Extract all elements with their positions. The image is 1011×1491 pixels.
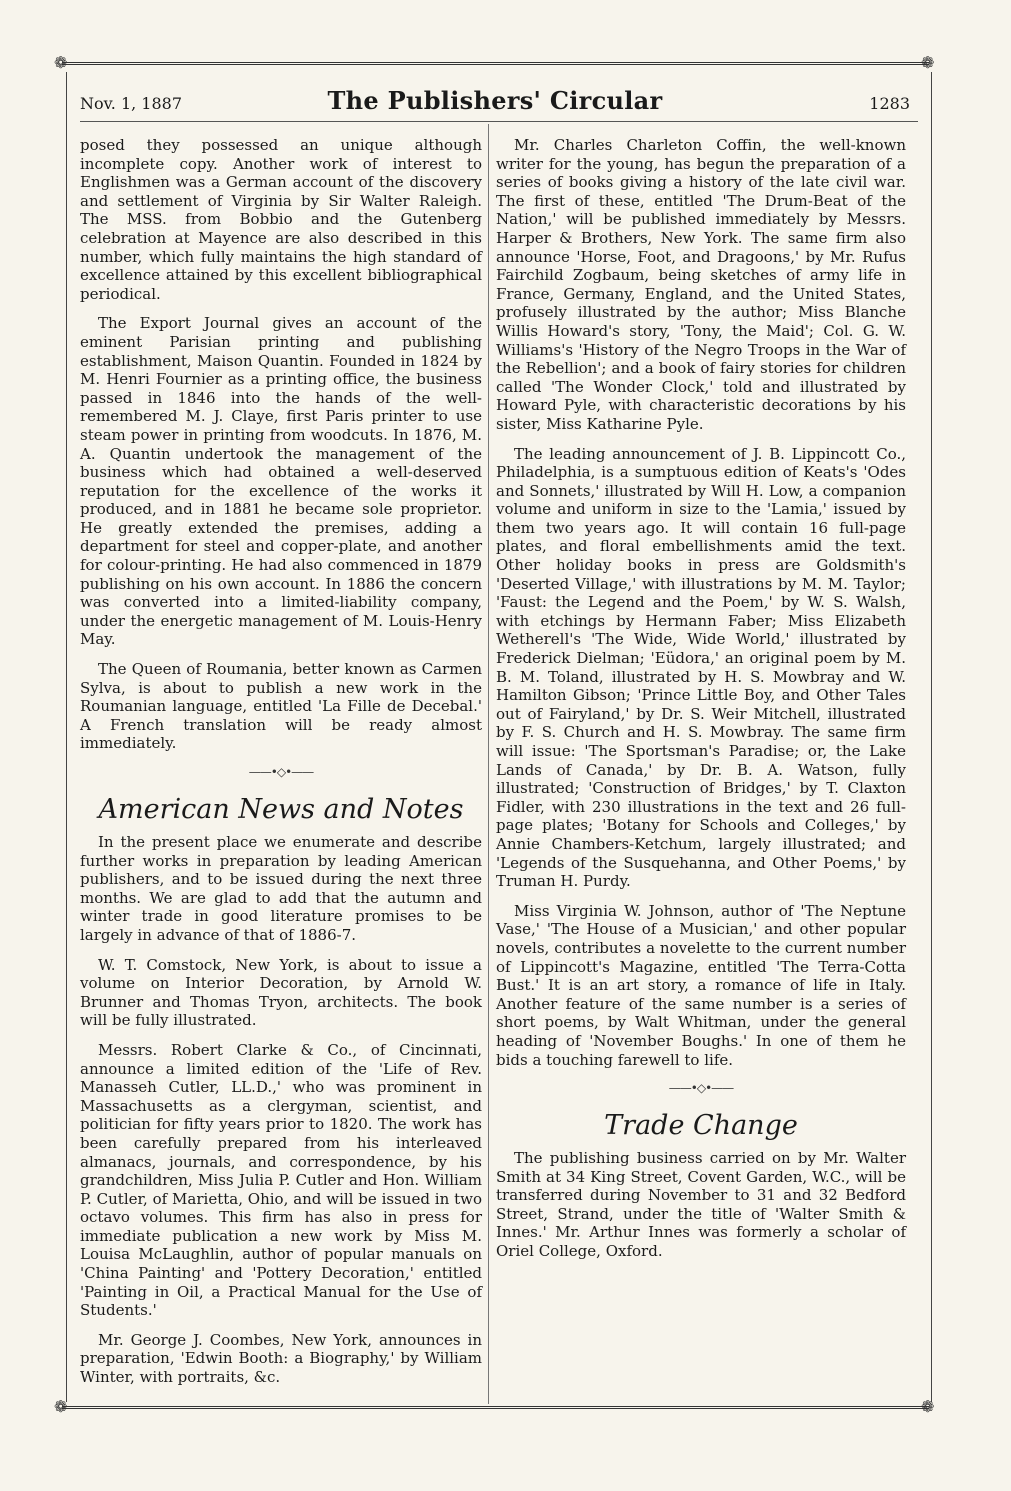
right-border-line	[931, 72, 932, 1402]
top-double-rule	[62, 62, 929, 65]
section-heading-american-news: American News and Notes	[98, 794, 464, 825]
paragraph: The Export Journal gives an account of the eminent Parisian printing and publishing establishment, Maison Quantin. Founded in 1824 by M. Henri Fournier as a printing office, the business passed in 1846 into the hands of the well-remembered M. J. Claye, first Paris printer to use steam power in printing from woodcuts. In 1876, M. A. Quantin undertook the management of the business which had obtained a well-deserved reputation for the excellence of the works it produced, and in 1881 he became sole proprietor. He greatly extended the premises, adding a department for steel and copper-plate, and another for colour-printing. He had also commenced in 1879 publishing on his own account. In 1886 the concern was converted into a limited-liability company, under the energetic management of M. Louis-Henry May.	[80, 314, 482, 649]
publication-title: The Publishers' Circular	[327, 86, 663, 115]
paragraph: Miss Virginia W. Johnson, author of 'The Neptune Vase,' 'The House of a Musician,' and other popular novels, contributes a novelette to the current number of Lippincott's Magazine, entitled 'The Terra-Cotta Bust.' It is an art story, a romance of life in Italy. Another feature of the same number is a series of short poems, by Walt Whitman, under the general heading of 'November Boughs.' In one of them he bids a touching farewell to life.	[496, 901, 906, 1069]
section-heading-trade-change: Trade Change	[604, 1110, 798, 1142]
corner-ornament-icon: ❁	[921, 1397, 935, 1416]
header-rule	[80, 121, 918, 122]
paragraph: Mr. Charles Charleton Coffin, the well-known writer for the young, has begun the preparation of a series of books giving a history of the late civil war. The first of these, entitled 'The Drum-Beat of the Nation,' will be published immediately by Messrs. Harper & Brothers, New York. The same firm also announce 'Horse, Foot, and Dragoons,' by Mr. Rufus Fairchild Zogbaum, being sketches of army life in France, Germany, England, and the United States, profusely illustrated by the author; Miss Blanche Willis Howard's story, 'Tony, the Maid'; Col. G. W. Williams's 'History of the Negro Troops in the War of the Rebellion'; and a book of fairy stories for children called 'The Wonder Clock,' told and illustrated by Howard Pyle, with characteristic decorations by his sister, Miss Katharine Pyle.	[496, 136, 906, 433]
section-separator: ——•◇•——	[248, 765, 314, 779]
paragraph: Mr. George J. Coombes, New York, announces in preparation, 'Edwin Booth: a Biography,' by William Winter, with portraits, &c.	[80, 1330, 482, 1387]
issue-date: Nov. 1, 1887	[80, 94, 183, 113]
page-header	[80, 86, 910, 116]
paragraph: The publishing business carried on by Mr. Walter Smith at 34 King Street, Covent Garden, W.C., will be transferred during November to 31 and 32 Bedford Street, Strand, under the title of 'Walter Smith & Innes.' Mr. Arthur Innes was formerly a scholar of Oriel College, Oxford.	[496, 1149, 906, 1261]
column-divider	[488, 124, 489, 1404]
corner-ornament-icon: ❁	[921, 53, 935, 72]
paragraph: The Queen of Roumania, better known as Carmen Sylva, is about to publish a new work in the Roumanian language, entitled 'La Fille de Decebal.' A French translation will be ready almost immediately.	[80, 660, 482, 753]
paragraph: In the present place we enumerate and describe further works in preparation by leading American publishers, and to be issued during the next three months. We are glad to add that the autumn and winter trade in good literature promises to be largely in advance of that of 1886-7.	[80, 833, 482, 944]
paragraph: Messrs. Robert Clarke & Co., of Cincinnati, announce a limited edition of the 'Life of Rev. Manasseh Cutler, LL.D.,' who was prominent in Massachusetts as a clergyman, scientist, and politician for fifty years prior to 1820. The work has been carefully prepared from his interleaved almanacs, journals, and correspondence, by his grandchildren, Miss Julia P. Cutler and Hon. William P. Cutler, of Marietta, Ohio, and will be issued in two octavo volumes. This firm has also in press for immediate publication a new work by Miss M. Louisa McLaughlin, author of popular manuals on 'China Painting' and 'Pottery Decoration,' entitled 'Painting in Oil, a Practical Manual for the Use of Students.'	[80, 1040, 482, 1320]
section-separator: ——•◇•——	[668, 1081, 734, 1096]
left-border-line	[66, 72, 67, 1402]
left-column	[80, 136, 482, 1398]
corner-ornament-icon: ❁	[54, 1397, 68, 1416]
corner-ornament-icon: ❁	[54, 53, 68, 72]
page-number: 1283	[869, 94, 910, 113]
right-column	[496, 136, 906, 1272]
paragraph: The leading announcement of J. B. Lippincott Co., Philadelphia, is a sumptuous edition of Keats's 'Odes and Sonnets,' illustrated by Will H. Low, a companion volume and uniform in size to the 'Lamia,' issued by them two years ago. It will contain 16 full-page plates, and floral embellishments amid the text. Other holiday books in press are Goldsmith's 'Deserted Village,' with illustrations by M. M. Taylor; 'Faust: the Legend and the Poem,' by W. S. Walsh, with etchings by Hermann Faber; Miss Elizabeth Wetherell's 'The Wide, Wide World,' illustrated by Frederick Dielman; 'Eüdora,' an original poem by M. B. M. Toland, illustrated by H. S. Mowbray and W. Hamilton Gibson; 'Prince Little Boy, and Other Tales out of Fairyland,' by Dr. S. Weir Mitchell, illustrated by F. S. Church and H. S. Mowbray. The same firm will issue: 'The Sportsman's Paradise; or, the Lake Lands of Canada,' by Dr. B. A. Watson, fully illustrated; 'Construction of Bridges,' by T. Claxton Fidler, with 230 illustrations in the text and 26 full-page plates; 'Botany for Schools and Colleges,' by Annie Chambers-Ketchum, largely illustrated; and 'Legends of the Susquehanna, and Other Poems,' by Truman H. Purdy.	[496, 444, 906, 891]
bottom-double-rule	[62, 1406, 929, 1409]
paragraph: posed they possessed an unique although incomplete copy. Another work of interest to Englishmen was a German account of the discovery and settlement of Virginia by Sir Walter Raleigh. The MSS. from Bobbio and the Gutenberg celebration at Mayence are also described in this number, which fully maintains the high standard of excellence attained by this excellent bibliographical periodical.	[80, 136, 482, 303]
paragraph: W. T. Comstock, New York, is about to issue a volume on Interior Decoration, by Arnold W. Brunner and Thomas Tryon, architects. The book will be fully illustrated.	[80, 955, 482, 1030]
